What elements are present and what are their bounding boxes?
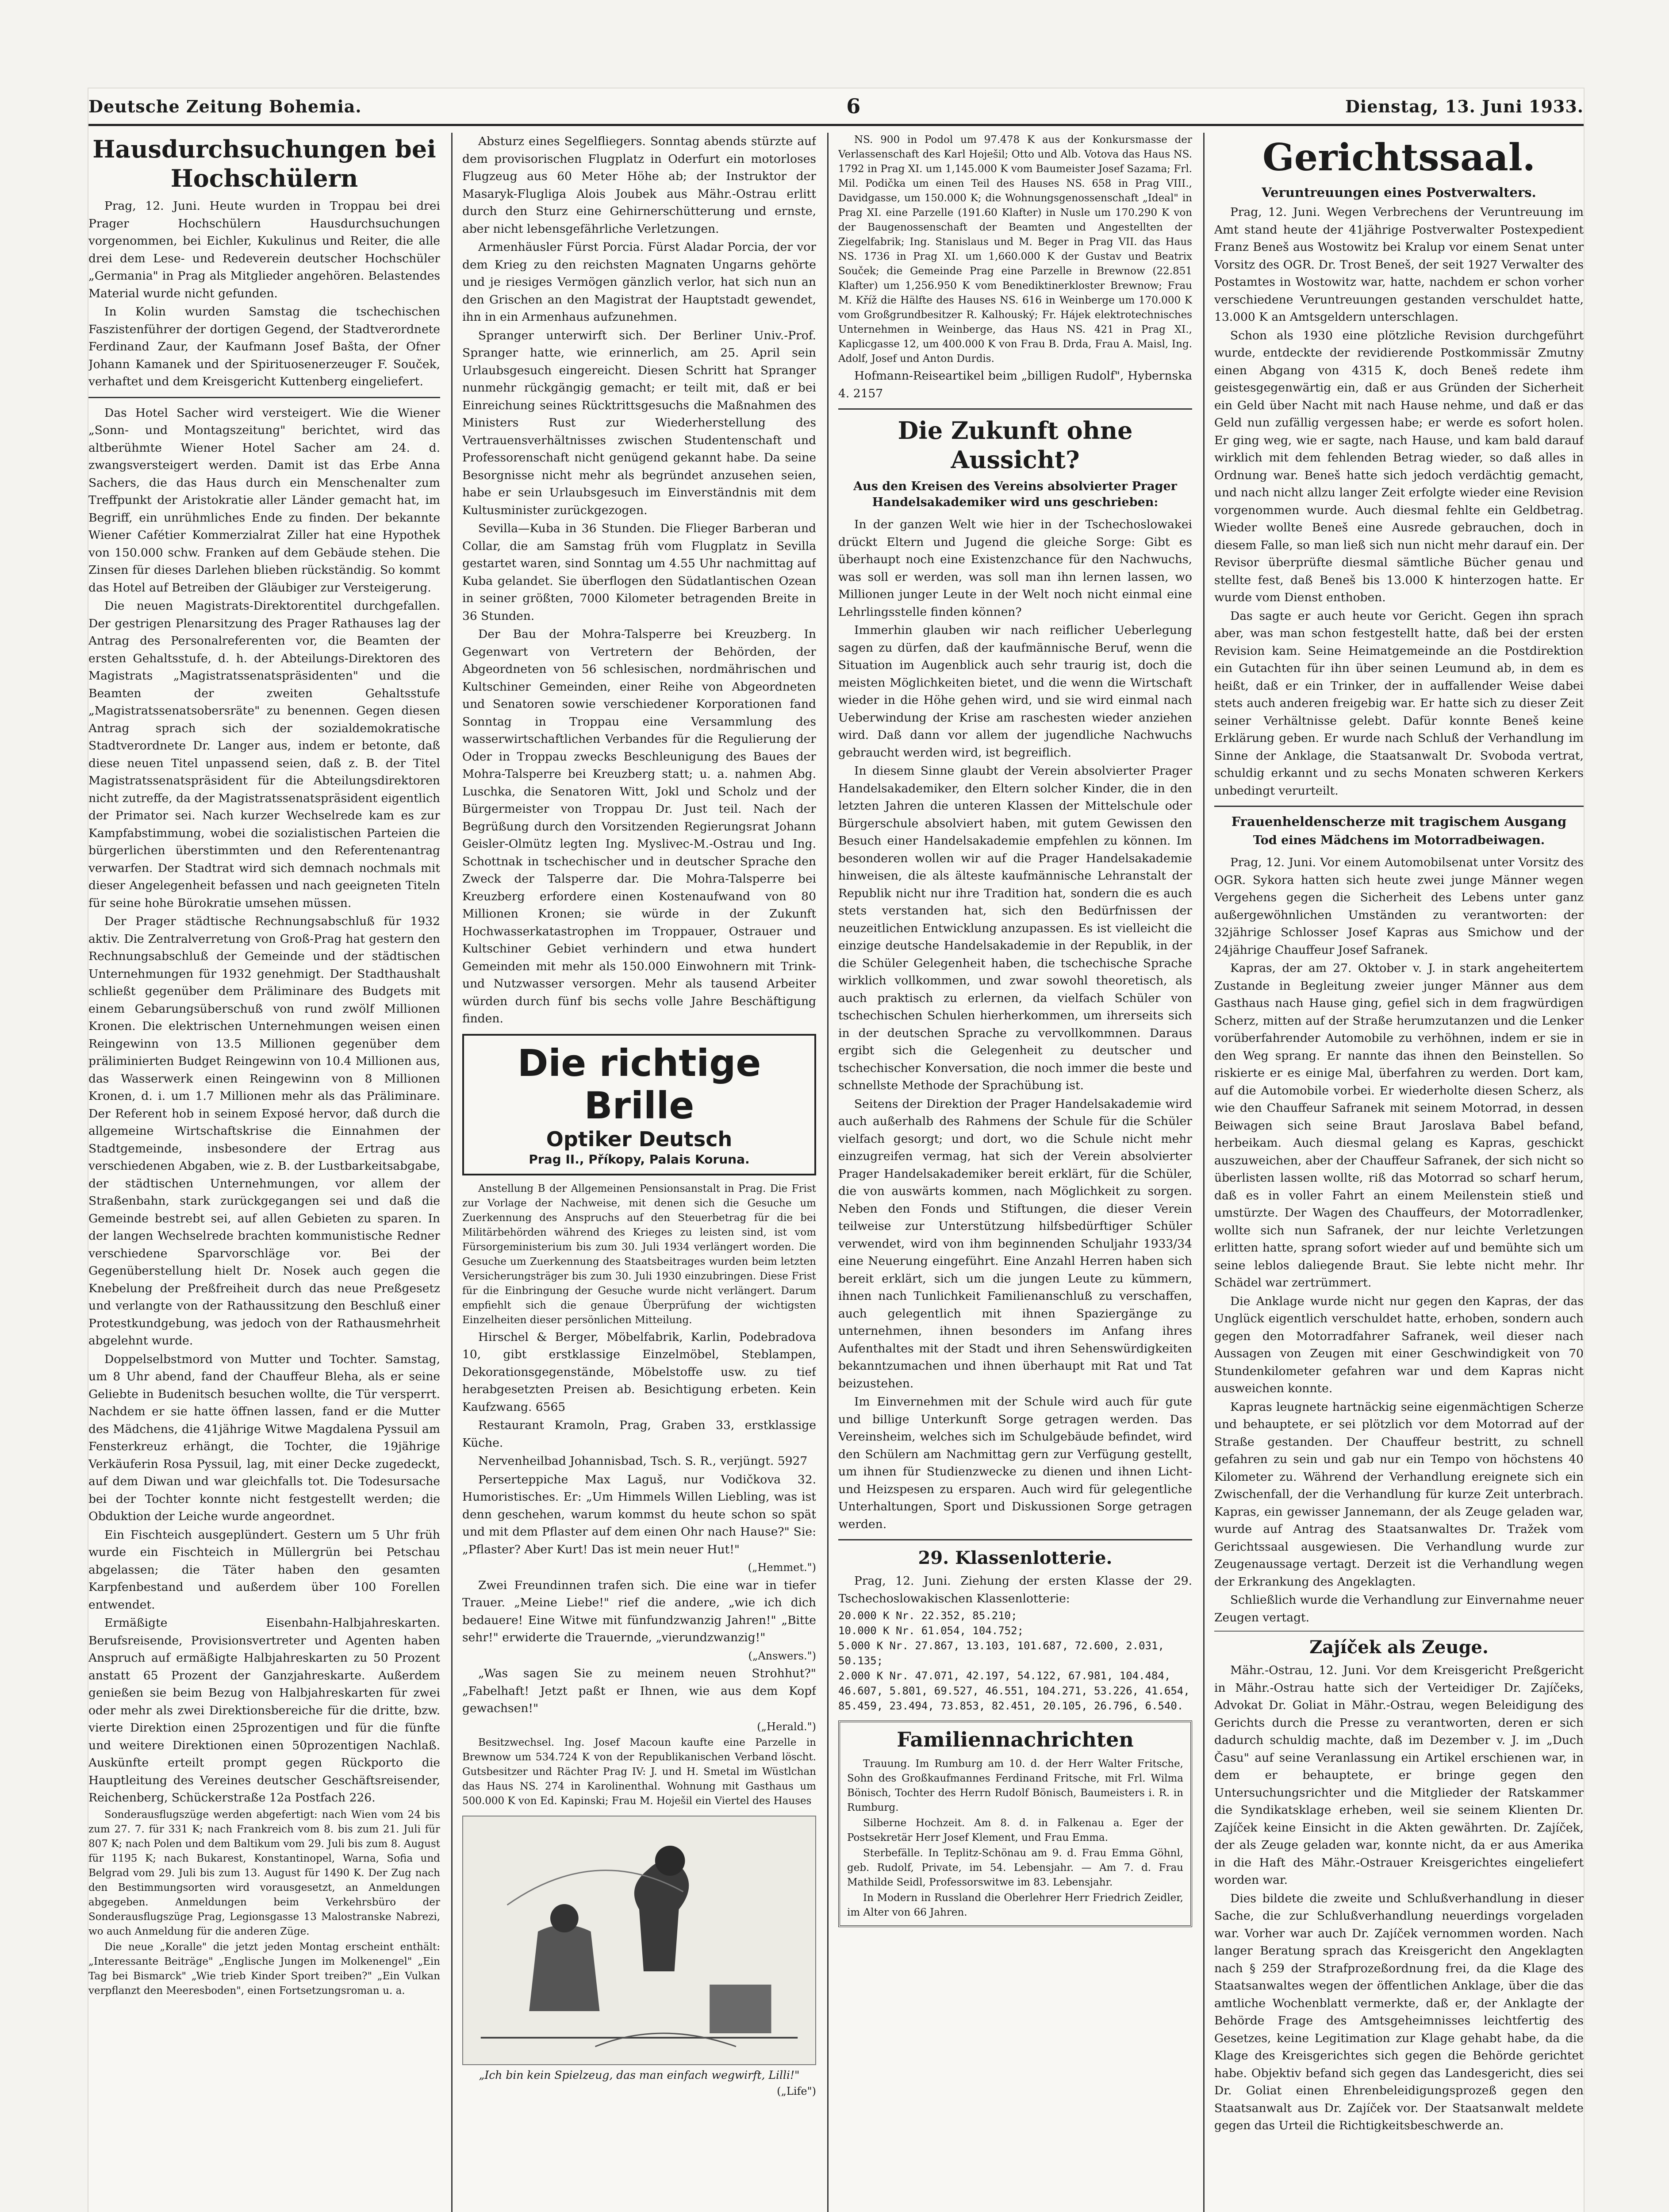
column-2: [462, 133, 816, 2212]
article-paragraph: Prag, 12. Juni. Vor einem Automobilsenat unter Vorsitz des OGR. Sykora hatten sich heute zwei junge Männer wegen Vergehens gegen die Sicherheit des Lebens unter ganz außergewöhnlichen Umständen zu verantworten: der 32jährige Schlosser Josef Kapras aus Smichow und der 24jährige Chauffeur Josef Safranek.: [1214, 856, 1584, 957]
classified-ad: Nervenheilbad Johannisbad, Tsch. S. R., verjüngt. 5927: [478, 1454, 808, 1468]
newspaper-page: [88, 88, 1584, 2212]
ad-title: Die richtige Brille: [517, 1041, 761, 1127]
newspaper-name: Deutsche Zeitung Bohemia.: [88, 96, 362, 116]
lottery-intro: Prag, 12. Juni. Ziehung der ersten Klasse der 29. Tschechoslowakischen Klassenlotterie:: [838, 1574, 1192, 1605]
cartoon-illustration: [462, 1816, 816, 2065]
ad-address: Prag II., Příkopy, Palais Koruna.: [529, 1152, 750, 1167]
section-divider: [88, 397, 440, 398]
humor-item: Perserteppiche Max Laguš, nur Vodičkova 32. Humoristisches. Er: „Um Himmels Willen Liebling, was ist denn geschehen, warum kommst du heute schon so spät und mit dem Pflaster auf dem einen Ohr nach Hause?" Sie: „Pflaster? Aber Kurt! Das ist mein neuer Hut!": [462, 1472, 816, 1556]
news-item: Armenhäusler Fürst Porcia. Fürst Aladar Porcia, der vor dem Krieg zu den reichsten Magnaten Ungarns gehörte und je riesiges Vermögen gänzlich verlor, hat sich nun an den Grischen an den Magistrat der Hauptstadt gewendet, ihn in ein Armenhaus aufzunehmen.: [462, 240, 816, 324]
article-headline: Hausdurchsuchungen bei Hochschülern: [92, 135, 436, 192]
cartoon-caption: „Ich bin kein Spielzeug, das man einfach wegwirft, Lilli!": [479, 2069, 800, 2081]
article-paragraph: Seitens der Direktion der Prager Handelsakademie wird auch außerhalb des Rahmens der Schule für die Schüler vielfach gesorgt; und dort, wo die Schule nicht mehr einzugreifen vermag, hat sich der Verein absolvierter Prager Handelsakademiker bereit erklärt, für die Schüler, die von auswärts kommen, nach Möglichkeit zu sorgen. Neben den Fonds und Stiftungen, die dieser Verein teilweise zur Unterstützung hilfsbedürftiger Schüler verwendet, wird von ihm beginnenden Schuljahr 1933/34 eine Neuerung eingeführt. Eine Anzahl Herren haben sich bereit erklärt, sich um die jungen Leute zu kümmern, ihnen nach Tunlichkeit Familienanschluß zu verschaffen, auch gelegentlich mit ihnen Spaziergänge zu unternehmen, ihnen besonders im Anfang ihres Aufenthaltes mit der Stadt und ihren Sehenswürdigkeiten bekanntzumachen und ihnen überhaupt mit Rat und Tat beizustehen.: [838, 1097, 1192, 1390]
ad-business-name: Optiker Deutsch: [546, 1127, 733, 1151]
column-rule: [827, 133, 829, 2212]
news-item: Doppelselbstmord von Mutter und Tochter. Samstag, um 8 Uhr abend, fand der Chauffeur Bleha, als er seine Geliebte in Budenitsch besuchen wollte, die Tür versperrt. Nachdem er sie hatte öffnen lassen, fand er die Mutter des Mädchens, die 41jährige Witwe Magdalena Pyssuil am Fensterkreuz erhängt, die Tochter, die 19jährige Verkäuferin Rosa Pyssuil, lag, mit einer Decke zugedeckt, auf dem Diwan und war gleichfalls tot. Die Todesursache bei der Tochter konnte nicht festgestellt werden; die Obduktion der Leiche wurde angeordnet.: [88, 1352, 440, 1523]
lottery-line: 10.000 K Nr. 61.054, 104.752;: [838, 1624, 1024, 1637]
news-item: Spranger unterwirft sich. Der Berliner Univ.-Prof. Spranger hatte, wie erinnerlich, am 25. April sein Urlaubsgesuch eingereicht. Diesen Schritt hat Spranger nunmehr rückgängig gemacht; er teilt mit, daß er bei Einreichung seines Rücktrittsgesuchs die Maßnahmen des Ministers Rust zur Wiederherstellung des Vertrauensverhältnisses zwischen Studentenschaft und Professorenschaft nicht genügend gekannt habe. Da seine Besorgnisse nicht mehr als begründet anzusehen seien, habe er sein Urlaubsgesuch im Einverständnis mit dem Kultusminister zurückgezogen.: [462, 328, 816, 517]
humor-item: „Was sagen Sie zu meinem neuen Strohhut?" „Fabelhaft! Jetzt paßt er Ihnen, wie aus dem Kopf gewachsen!": [462, 1667, 816, 1715]
page-header: [88, 88, 1584, 126]
news-item: Ein Fischteich ausgeplündert. Gestern um 5 Uhr früh wurde ein Fischteich in Müllergrün bei Petschau abgelassen; die Täter haben den gesamten Karpfenbestand und außerdem über 100 Forellen entwendet.: [88, 1528, 440, 1612]
article-paragraph: Schon als 1930 eine plötzliche Revision durchgeführt wurde, entdeckte der revidierende Postkommissär Zmutny einen Abgang von 4315 K, doch Beneš redete ihm geistesgegenwärtig ein, daß er aus Gründen der Sicherheit ein Geld über Nacht mit nach Hause nehme, und daß er das Geld nun zufällig vergessen habe; er werde es sofort holen. Er ging weg, wie er sagte, nach Hause, und kam bald darauf wirklich mit dem fehlenden Betrag wieder, so daß alles in Ordnung war. Beneš hatte sich jedoch verdächtig gemacht, und nach nicht allzu langer Zeit erfolgte wieder eine Revision vorgenommen wurde. Auch diesmal fehlte ein Geldbetrag. Wieder wollte Beneš eine Ausrede gebrauchen, doch in diesem Falle, so man ließ sich nun nicht mehr darauf ein. Der Revisor überprüfte diesmal sämtliche Bücher genau und stellte fest, daß Beneš bis 13.000 K hinterzogen hatte. Er wurde vom Dienst enthoben.: [1214, 328, 1584, 604]
lottery-line: 20.000 K Nr. 22.352, 85.210;: [838, 1609, 1017, 1622]
column-3: [838, 133, 1192, 2212]
column-rule: [1203, 133, 1205, 2212]
optician-advertisement: [462, 1034, 816, 1175]
column-1: [88, 133, 440, 2212]
article-paragraph: Kapras leugnete hartnäckig seine eigenmächtigen Scherze und behauptete, er sei plötzlich vor dem Motorrad auf der Straße gestanden. Der Chauffeur bestritt, zu schnell gefahren zu sein und gab nur ein Tempo von höchstens 40 Kilometer zu. Während der Verhandlung ereignete sich ein Zwischenfall, der die Verhandlung für kurze Zeit unterbrach. Kapras, ein gewisser Jannemann, der als Zeuge geladen war, wurde auf Antrag des Staatsanwaltes Dr. Tražek vom Gerichtssaal ausgewiesen. Die Verhandlung wurde zur Zeugenaussage vertagt. Derzeit ist die Verhandlung wegen der Erkrankung des Angeklagten.: [1214, 1400, 1584, 1589]
issue-date: Dienstag, 13. Juni 1933.: [1345, 96, 1584, 116]
news-item: Der Bau der Mohra-Talsperre bei Kreuzberg. In Gegenwart von Vertretern der Behörden, der Abgeordneten von 56 schlesischen, nordmährischen und Kultschiner Gemeinden, einer Reihe von Abgeordneten und Senatoren sowie verschiedener Korporationen fand Sonntag in Troppau eine Versammlung des wasserwirtschaftlichen Verbandes für die Regulierung der Oder in Troppau zwecks Beschleunigung des Baues der Mohra-Talsperre bei Kreuzberg statt; u. a. nahmen Abg. Luschka, die Senatoren Witt, Jokl und Scholz und der Bürgermeister von Troppau Dr. Just teil. Nach der Begrüßung durch den Vorsitzenden Regierungsrat Johann Geisler-Olmütz legten Ing. Myslivec-M.-Ostrau und Ing. Schottnak in tschechischer und in deutscher Sprache den Zweck der Talsperre dar. Die Mohra-Talsperre bei Kreuzberg erfordere einen Kostenaufwand von 80 Millionen Kronen; sie würde in der Zukunft Hochwasserkatastrophen im Troppauer, Ostrauer und Kultschiner Gebiet verhindern und etwa hundert Gemeinden mit mehr als 150.000 Einwohnern mit Trink- und Nutzwasser versorgen. Mehr als tausend Arbeiter würden durch fünf bis sechs volle Jahre Beschäftigung finden.: [462, 627, 816, 1025]
property-transfers-cont: NS. 900 in Podol um 97.478 K aus der Konkursmasse der Verlassenschaft des Karl Hoješil; Otto und Alb. Votova das Haus NS. 1792 in Prag XI. um 1,145.000 K vom Baumeister Josef Sazama; Frl. Mil. Podička um einen Teil des Hauses NS. 658 in Prag VIII., Davidgasse, um 150.000 K; die Wohnungsgenossenschaft „Ideal" in Prag XI. eine Parzelle (191.60 Klafter) in Nusle um 170.290 K von der Baugenossenschaft der Beamten und Angestellten der Ziegelfabrik; Ing. Stanislaus und M. Beger in Prag VII. das Haus NS. 1736 in Prag XI. um 1,660.000 K der Gustav und Beatrix Souček; die Gemeinde Prag eine Parzelle in Brewnow (22.851 Klafter) um 1,256.950 K vom Benediktinerkloster Brewnow; Frau M. Kříž die Hälfte des Hauses NS. 616 in Weinberge um 170.000 K vom Großgrundbesitzer R. Kalhouský; Fr. Hájek elektrotechnisches Unternehmen in Weinberge, das Haus NS. 421 in Prag XI., Kaplicgasse 12, um 400.000 K von Frau B. Drda, Frau A. Maisl, Ing. Adolf, Josef und Anton Durdis.: [838, 134, 1192, 365]
cartoon-drawing-icon: [463, 1816, 815, 2064]
quote-source: („Hemmet."): [748, 1561, 816, 1574]
article-kicker: Tod eines Mädchens im Motorradbeiwagen.: [1253, 833, 1545, 847]
news-item: Der Prager städtische Rechnungsabschluß für 1932 aktiv. Die Zentralverretung von Groß-Prag hat gestern den Rechnungsabschluß der Gemeinde und der städtischen Unternehmungen für 1932 genehmigt. Der Stadthaushalt schließt gegenüber dem Präliminare des Budgets mit einem Gebarungsüberschuß von rund zwölf Millionen Kronen. Die elektrischen Unternehmungen weisen einen Reingewinn von 13.5 Millionen gegenüber dem präliminierten Budget Reingewinn von 10.4 Millionen aus, das Wasserwerk einen Reingewinn von 8 Millionen Kronen, d. i. um 1.7 Millionen mehr als das Präliminare. Der Referent hob in seinem Exposé hervor, daß durch die allgemeine Wirtschaftskrise die Einnahmen der Stadtgemeinde, insbesondere der Ertrag aus verschiedenen Abgaben, wie z. B. der Lustbarkeitsabgabe, der städtischen Unternehmungen, vor allem der Straßenbahn, stark zurückgegangen sei und daß die Gemeinde bestrebt sei, auf allen Gebieten zu sparen. In der langen Wechselrede brachten kommunistische Redner verschiedene Sparvorschläge vor. Bei der Gegenüberstellung hielt Dr. Nosek auch gegen die Knebelung der Preßfreiheit durch das neue Preßgesetz und verlangte von der Rathaussitzung den Beschluß einer Protestkundgebung, was jedoch von der Rathausmehrheit abgelehnt wurde.: [88, 914, 440, 1348]
article-kicker: Aus den Kreisen des Vereins absolvierter Prager Handelsakademiker wird uns geschrieben:: [853, 480, 1177, 509]
news-item: Sonderausflugszüge werden abgefertigt: nach Wien vom 24 bis zum 27. 7. für 331 K; nach Frankreich vom 8. bis zum 21. Juli für 807 K; nach Polen und dem Baltikum vom 29. Juli bis zum 8. August für 1195 K; nach Bukarest, Konstantinopel, Warna, Sofia und Belgrad vom 29. Juli bis zum 13. August für 1490 K. Der Zug nach den Bestimmungsorten wird vorausgesetzt, an Anmeldungen abgegeben. Anmeldungen beim Verkehrsbüro der Sonderausflugszüge Prag, Legionsgasse 13 Malostranske Nabrezi, wo auch Anmeldung für die anderen Züge.: [88, 1809, 440, 1937]
article-headline: Zajíček als Zeuge.: [1309, 1637, 1489, 1658]
article-paragraph: Die Anklage wurde nicht nur gegen den Kapras, der das Unglück eigentlich verschuldet hatte, erhoben, sondern auch gegen den Motorradfahrer Safranek, weil dieser nach Aussagen von Zeugen mit einer Geschwindigkeit von 70 Stundenkilometer gefahren war und dem Kapras nicht ausweichen konnte.: [1214, 1294, 1584, 1395]
article-headline: Die Zukunft ohne Aussicht?: [898, 416, 1133, 474]
news-item: Ermäßigte Eisenbahn-Halbjahreskarten. Berufsreisende, Provisionsvertreter und Agenten haben Anspruch auf ermäßigte Halbjahreskarten zu 50 Prozent anstatt 65 Prozent der Ganzjahreskarte. Außerdem genießen sie beim Bezug von Halbjahreskarten für zwei oder mehr als zwei Direktionsbereiche für die dritte, bzw. vierte Direktion einen 25prozentigen und für die fünfte und weitere Direktionen einen 50prozentigen Nachlaß. Auskünfte erteilt prompt gegen Rückporto die Hauptleitung des Vereines deutscher Geschäftsreisender, Reichenberg, Schückerstraße 12a Postfach 226.: [88, 1616, 440, 1805]
news-item: Sevilla—Kuba in 36 Stunden. Die Flieger Barberan und Collar, die am Samstag früh vom Flugplatz in Sevilla gestartet waren, sind Sonntag um 4.55 Uhr nachmittag auf Kuba gelandet. Sie überflogen den Südatlantischen Ozean in seiner größten, 7000 Kilometer betragenden Breite in 36 Stunden.: [462, 522, 816, 623]
article-paragraph: Prag, 12. Juni. Wegen Verbrechens der Veruntreuung im Amt stand heute der 41jährige Postverwalter Postexpedient Franz Beneš aus Wostowitz bei Kralup vor einem Senat unter Vorsitz des OGR. Dr. Trost Beneš, der seit 1927 Verwalter des Postamtes in Wostowitz war, hatte, nachdem er schon vorher verschiedene Veruntreuungen gestanden verschuldet hatte, 13.000 K an Amtsgeldern unterschlagen.: [1214, 205, 1584, 324]
article-paragraph: Schließlich wurde die Verhandlung zur Einvernahme neuer Zeugen vertagt.: [1214, 1593, 1584, 1624]
section-divider: [838, 1539, 1192, 1540]
lottery-results: [838, 1608, 1192, 1713]
article-headline: Veruntreuungen eines Postverwalters.: [1262, 185, 1536, 200]
column-rule: [451, 133, 453, 2212]
family-notice: In Modern in Russland die Oberlehrer Herr Friedrich Zeidler, im Alter von 66 Jahren.: [847, 1892, 1183, 1918]
news-item: Die neue „Koralle" die jetzt jeden Montag erscheint enthält: „Interessante Beiträge" „Englische Jungen im Molkenengel" „Ein Tag bei Bismarck" „Wie trieb Kinder Sport treiben?" „Ein Vulkan verpflanzt den Meeresboden", einen Fortsetzungsroman u. a.: [88, 1941, 440, 1997]
lottery-line: 2.000 K Nr. 47.071, 42.197, 54.122, 67.981, 104.484, 46.607, 5.801, 69.527, 46.551, 104.271, 53.226, 41.654, 85.459, 23.494, 73.853, 82.451, 20.105, 26.796, 6.540.: [838, 1670, 1190, 1712]
quote-source: („Answers."): [748, 1649, 816, 1662]
family-headline: Familiennachrichten: [897, 1728, 1134, 1751]
article-paragraph: In Kolin wurden Samstag die tschechischen Faszistenführer der dortigen Gegend, der Stadtverordnete Ferdinand Zaur, der Kaufmann Josef Bašta, der Ofner Johann Kamanek und der Spirituosenerzeuger F. Souček, verhaftet und dem Kreisgericht Kuttenberg eingeliefert.: [88, 305, 440, 388]
article-paragraph: Kapras, der am 27. Oktober v. J. in stark angeheitertem Zustande in Begleitung zweier junger Männer aus dem Gasthaus nach Hause ging, gefiel sich in dem fragwürdigen Scherz, mitten auf der Straße herumzutanzen und die Lenker vorüberfahrender Automobile zu verhöhnen, indem er sie in den Weg sprang. Er nannte das ihnen den Beinstellen. So riskierte er es einige Mal, überfahren zu werden. Dort kam, auf die Automobile vorbei. Er wiederholte diesen Scherz, als wie den Chauffeur Safranek mit seinem Motorrad, in dessen Beiwagen sich seine Braut Jaroslava Babel befand, herbeikam. Auch diesmal gelang es Kapras, geschickt auszuweichen, aber der Chauffeur Safranek, der sich nicht so überlisten lassen wollte, riß das Motorrad so scharf herum, daß es in voller Fahrt an einem Meilenstein stieß und umstürzte. Der Wagen des Chauffeurs, der Motorradlenker, wollte sich nun Safranek, der nur leichte Verletzungen erlitten hatte, sprang sofort wieder auf und bemühte sich um seine leblos daliegende Braut. Sie lebte nicht mehr. Ihr Schädel war zertrümmert.: [1214, 961, 1584, 1290]
quote-source: („Herald."): [757, 1720, 816, 1733]
article-paragraph: In der ganzen Welt wie hier in der Tschechoslowakei drückt Eltern und Jugend die gleiche Sorge: Gibt es überhaupt noch eine Existenzchance für den Nachwuchs, was soll er werden, was soll man ihn lernen lassen, wo Millionen junger Leute in der Welt noch nicht einmal eine Lehrlingsstelle finden können?: [838, 518, 1192, 619]
section-divider: [1214, 1631, 1584, 1632]
page-number: 6: [846, 94, 861, 118]
section-divider: [1214, 806, 1584, 807]
lottery-line: 5.000 K Nr. 27.867, 13.103, 101.687, 72.600, 2.031, 50.135;: [838, 1640, 1164, 1667]
column-4: [1214, 133, 1584, 2212]
family-notice: Silberne Hochzeit. Am 8. d. in Falkenau a. Eger der Postsekretär Herr Josef Klement, und Frau Emma.: [847, 1817, 1183, 1843]
article-paragraph: In diesem Sinne glaubt der Verein absolvierter Prager Handelsakademiker, den Eltern solcher Kinder, die in den letzten Jahren die unteren Klassen der Mittelschule oder Bürgerschule absolviert haben, mit gutem Gewissen den Besuch einer Handelsakademie empfehlen zu können. Im besonderen wollen wir auf die Prager Handelsakademie hinweisen, die als älteste kaufmännische Lehranstalt der Republik nicht nur ihre Tradition hat, sondern die es auch stets verstanden hat, sich den Bedürfnissen der neuzeitlichen Entwicklung anzupassen. Es ist vielleicht die einzige deutsche Handelsakademie in der Republik, in der die Schüler Gelegenheit haben, die tschechische Sprache wirklich vollkommen, und zwar sowohl theoretisch, als auch praktisch zu erlernen, da vielfach Schüler von tschechischen Schulen hierherkommen, um ihrerseits sich in der deutschen Sprache zu vervollkommnen. Daraus ergibt sich die Gelegenheit zu deutscher und tschechischer Konversation, die noch immer die beste und schnellste Methode der Sprachübung ist.: [838, 764, 1192, 1092]
news-item: Absturz eines Segelfliegers. Sonntag abends stürzte auf dem provisorischen Flugplatz in Oderfurt ein motorloses Flugzeug aus 60 Meter Höhe ab; der Instruktor der Masaryk-Flugliga Alois Joubek aus Mähr.-Ostrau erlitt durch den Sturz eine Gehirnerschütterung und ernste, aber nicht lebensgefährliche Verletzungen.: [462, 134, 816, 236]
classified-ad: Hofmann-Reiseartikel beim „billigen Rudolf", Hybernska 4. 2157: [838, 369, 1192, 400]
property-transfers: Besitzwechsel. Ing. Josef Macoun kaufte eine Parzelle in Brewnow um 534.724 K von der Republikanischen Verband löscht. Gutsbesitzer und Rächter Prag IV: J. und H. Smetal im Wüstlchan das Haus NS. 274 in Karolinenthal. Wohnung mit Gasthaus um 500.000 K von Ed. Kapinski; Frau M. Hoješil ein Viertel des Hauses: [462, 1737, 816, 1807]
cartoon-source: („Life"): [777, 2085, 816, 2097]
section-divider: [838, 408, 1192, 410]
humor-item: Zwei Freundinnen trafen sich. Die eine war in tiefer Trauer. „Meine Liebe!" rief die andere, „wie ich dich bedauere! Eine Witwe mit fünfundzwanzig Jahren!" „Bitte sehr!" erwiderte die Trauernde, „vierundzwanzig!": [462, 1578, 816, 1644]
article-headline: Frauenheldenscherze mit tragischem Ausgang: [1231, 814, 1567, 829]
article-paragraph: Prag, 12. Juni. Heute wurden in Troppau bei drei Prager Hochschülern Hausdurchsuchungen vorgenommen, bei Eichler, Kukulinus und Reiter, die alle drei dem Lese- und Redeverein deutscher Hochschüler „Germania" in Prag als Mitglieder angehören. Belastendes Material wurde nicht gefunden.: [88, 199, 440, 300]
article-paragraph: Mähr.-Ostrau, 12. Juni. Vor dem Kreisgericht Preßgericht in Mähr.-Ostrau hatte sich der Verteidiger Dr. Zajíčeks, Advokat Dr. Goliat in Mähr.-Ostrau, wegen Beleidigung des Gerichts durch die Presse zu verantworten, deren er sich dadurch schuldig machte, daß im Dezember v. J. im „Duch Času" auf seine Veranlassung ein Artikel erschienen war, in dem er behauptete, er bringe gegen den Untersuchungsrichter und die Mitglieder der Ratskammer die Syndikatsklage erheben, weil sie seinem Klienten Dr. Zajíček keine Einsicht in die Akten gewährten. Dr. Zajíček, der als Zeuge geladen war, konnte nicht, da er aus Amerika in die Haft des Mähr.-Ostrauer Kreisgerichtes eingeliefert worden war.: [1214, 1663, 1584, 1887]
article-paragraph: Dies bildete die zweite und Schlußverhandlung in dieser Sache, die zur Schlußverhandlung neuerdings vorgeladen war. Vorher war auch Dr. Zajíček vernommen worden. Nach langer Beratung sprach das Kreisgericht den Angeklagten nach § 259 der Strafprozeßordnung frei, da die Klage des Staatsanwaltes wegen der öffentlichen Anklage, über die das amtliche Wochenblatt vermerkte, daß er, der Anklagte der Behörde Frage des Amtsgeheimnisses leichtfertig des Gesetzes, keine Legitimation zur Klage gehabt habe, da die Klage des Kreisgerichtes sich gegen die Behörde gerichtet habe. Objektiv befand sich gegen das Landesgericht, dies sei Dr. Goliat einen Ehrenbeleidigungsprozeß gegen den Staatsanwalt aus Dr. Zajíček vor. Der Staatsanwalt meldete gegen das Urteil die Richtigkeitsbeschwerde an.: [1214, 1891, 1584, 2132]
news-item: Die neuen Magistrats-Direktorentitel durchgefallen. Der gestrigen Plenarsitzung des Prager Rathauses lag der Antrag des Personalreferenten vor, die Beamten der ersten Gehaltsstufe, d. h. der Abteilungs-Direktoren des Magistrats „Magistratssenatspräsidenten" und die Beamten der zweiten Gehaltsstufe „Magistratssenatsobersräte" zu benennen. Gegen diesen Antrag sprach sich der sozialdemokratische Stadtverordnete Dr. Langer aus, indem er betonte, daß diese neuen Titel unpassend seien, daß z. B. der Titel Magistratssenatspräsident für die Abteilungsdirektoren nicht zutreffe, da der Magistratssenatspräsident eigentlich der Primator sei. Nach kurzer Wechselrede kam es zur Kampfabstimmung, wobei die sozialistischen Parteien die bürgerlichen überstimmten und den Referentenantrag verwarfen. Der Stadtrat wird sich demnach nochmals mit dieser Angelegenheit befassen und nach geeigneten Titeln für seine hohe Bürokratie umsehen müssen.: [88, 599, 440, 910]
section-title: Gerichtssaal.: [1262, 135, 1535, 179]
notice-item: Anstellung B der Allgemeinen Pensionsanstalt in Prag. Die Frist zur Vorlage der Nachweise, mit denen sich die Gesuche um Zuerkennung des Anspruchs auf den Steuerbetrag für die bei Militärbehörden während des Krieges zu leisten sind, ist vom Fürsorgeministerium bis zum 30. Juli 1934 verlängert worden. Die Gesuche um Zuerkennung des Staatsbeitrages wurden beim letzten Versicherungsträger bis zum 30. Juli 1930 einzubringen. Diese Frist für die Einbringung der Gesuche wurde nicht verlängert. Darum empfiehlt sich die genaue Überprüfung der wichtigsten Einzelheiten dieser persönlichen Mitteilung.: [462, 1183, 816, 1326]
lottery-headline: 29. Klassenlotterie.: [918, 1548, 1113, 1568]
article-paragraph: Immerhin glauben wir nach reiflicher Ueberlegung sagen zu dürfen, daß der kaufmännische Beruf, wenn die Situation im Augenblick auch sehr traurig ist, doch die meisten Möglichkeiten bietet, und die wenn die Wirtschaft wieder in die Höhe gehen wird, und sie wird einmal nach Ueberwindung der Krise am raschesten wieder anziehen wird. Daß dann vor allem der jugendliche Nachwuchs gebraucht werden wird, ist begreiflich.: [838, 623, 1192, 760]
article-paragraph: Im Einvernehmen mit der Schule wird auch für gute und billige Unterkunft Sorge getragen werden. Das Vereinsheim, welches sich im Schulgebäude befindet, wird den Schülern am Nachmittag gern zur Verfügung gestellt, um ihnen für Studienzwecke zu dienen und ihnen Licht- und Heizspesen zu ersparen. Auch wird für gelegentliche Unterhaltungen, Sport und Diskussionen Sorge getragen werden.: [838, 1395, 1192, 1531]
family-notice: Sterbefälle. In Teplitz-Schönau am 9. d. Frau Emma Göhnl, geb. Rudolf, Private, im 54. Lebensjahr. — Am 7. d. Frau Mathilde Seidl, Professorswitwe im 83. Lebensjahr.: [847, 1847, 1183, 1888]
family-notice: Trauung. Im Rumburg am 10. d. der Herr Walter Fritsche, Sohn des Großkaufmannes Ferdinand Fritsche, mit Frl. Wilma Bönisch, Tochter des Herrn Rudolf Bönisch, Baumeisters i. R. in Rumburg.: [847, 1758, 1183, 1813]
classified-ad: Restaurant Kramoln, Prag, Graben 33, erstklassige Küche.: [462, 1418, 816, 1450]
news-item: Das Hotel Sacher wird versteigert. Wie die Wiener „Sonn- und Montagszeitung" berichtet, wird das altberühmte Wiener Hotel Sacher am 24. d. zwangsversteigert werden. Damit ist das Erbe Anna Sachers, die das Haus durch ein Menschenalter zum Treffpunkt der Aristokratie aller Länder gemacht hat, im Begriff, ein unrühmliches Ende zu finden. Der bekannte Wiener Cafétier Kommerzialrat Ziller hat eine Hypothek von 150.000 schw. Franken auf dem Gebäude stehen. Die Zinsen für dieses Darlehen blieben rückständig. So kommt das Hotel auf Betreiben der Gläubiger zur Versteigerung.: [88, 406, 440, 595]
classified-ad: Hirschel & Berger, Möbelfabrik, Karlin, Podebradova 10, gibt erstklassige Einzelmöbel, Steblampen, Dekorationsgegenstände, Möbelstoffe usw. zu tief herabgesetzten Preisen ab. Besichtigung erbeten. Kein Kaufzwang. 6565: [462, 1330, 816, 1414]
family-notices-box: [838, 1720, 1192, 1927]
article-paragraph: Das sagte er auch heute vor Gericht. Gegen ihn sprach aber, was man schon festgestellt hatte, daß bei der ersten Revision kam. Seine Heimatgemeinde an die Postdirektion ein Gutachten für ihn über seinen Leumund ab, in dem es heißt, daß er ein Trinker, der in auffallender Weise dabei stets auch anderen freigebig war. Er hatte sich zu dieser Zeit seiner Verhältnisse gelebt. Dafür konnte Beneš keine Erklärung geben. Er wurde nach Schluß der Verhandlung im Sinne der Anklage, die Staatsanwalt Dr. Svoboda vertrat, schuldig erkannt und zu sechs Monaten schweren Kerkers unbedingt verurteilt.: [1214, 609, 1584, 798]
